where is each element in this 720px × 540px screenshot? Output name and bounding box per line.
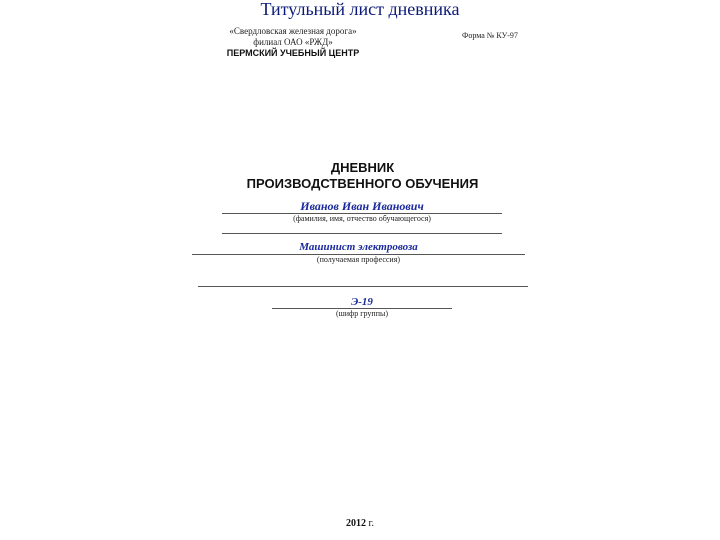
- year-suffix: г.: [366, 518, 374, 529]
- railway-name: «Свердловская железная дорога»: [229, 26, 357, 36]
- branch-name: филиал ОАО «РЖД»: [253, 37, 333, 47]
- group-code-caption: (шифр группы): [335, 309, 389, 318]
- profession-caption: (получаемая профессия): [316, 255, 401, 264]
- document-title: [190, 160, 535, 192]
- organization-block: [218, 26, 368, 59]
- profession-value: Машинист электровоза: [299, 241, 418, 253]
- document-title-line-1: ДНЕВНИК: [330, 160, 395, 175]
- group-code-value: Э-19: [351, 296, 373, 308]
- document-title-line-2: ПРОИЗВОДСТВЕННОГО ОБУЧЕНИЯ: [246, 176, 479, 191]
- student-name-caption: (фамилия, имя, отчество обучающегося): [293, 214, 431, 223]
- slide-title: Титульный лист дневника: [260, 0, 460, 19]
- student-name-value: Иванов Иван Иванович: [300, 199, 424, 213]
- form-number: Форма № КУ-97: [462, 31, 518, 40]
- training-center-name: ПЕРМСКИЙ УЧЕБНЫЙ ЦЕНТР: [226, 48, 360, 58]
- extra-underline-1: [222, 233, 502, 234]
- extra-underline-2: [198, 286, 528, 287]
- document-year: [330, 518, 390, 529]
- year-number: 2012: [346, 518, 366, 529]
